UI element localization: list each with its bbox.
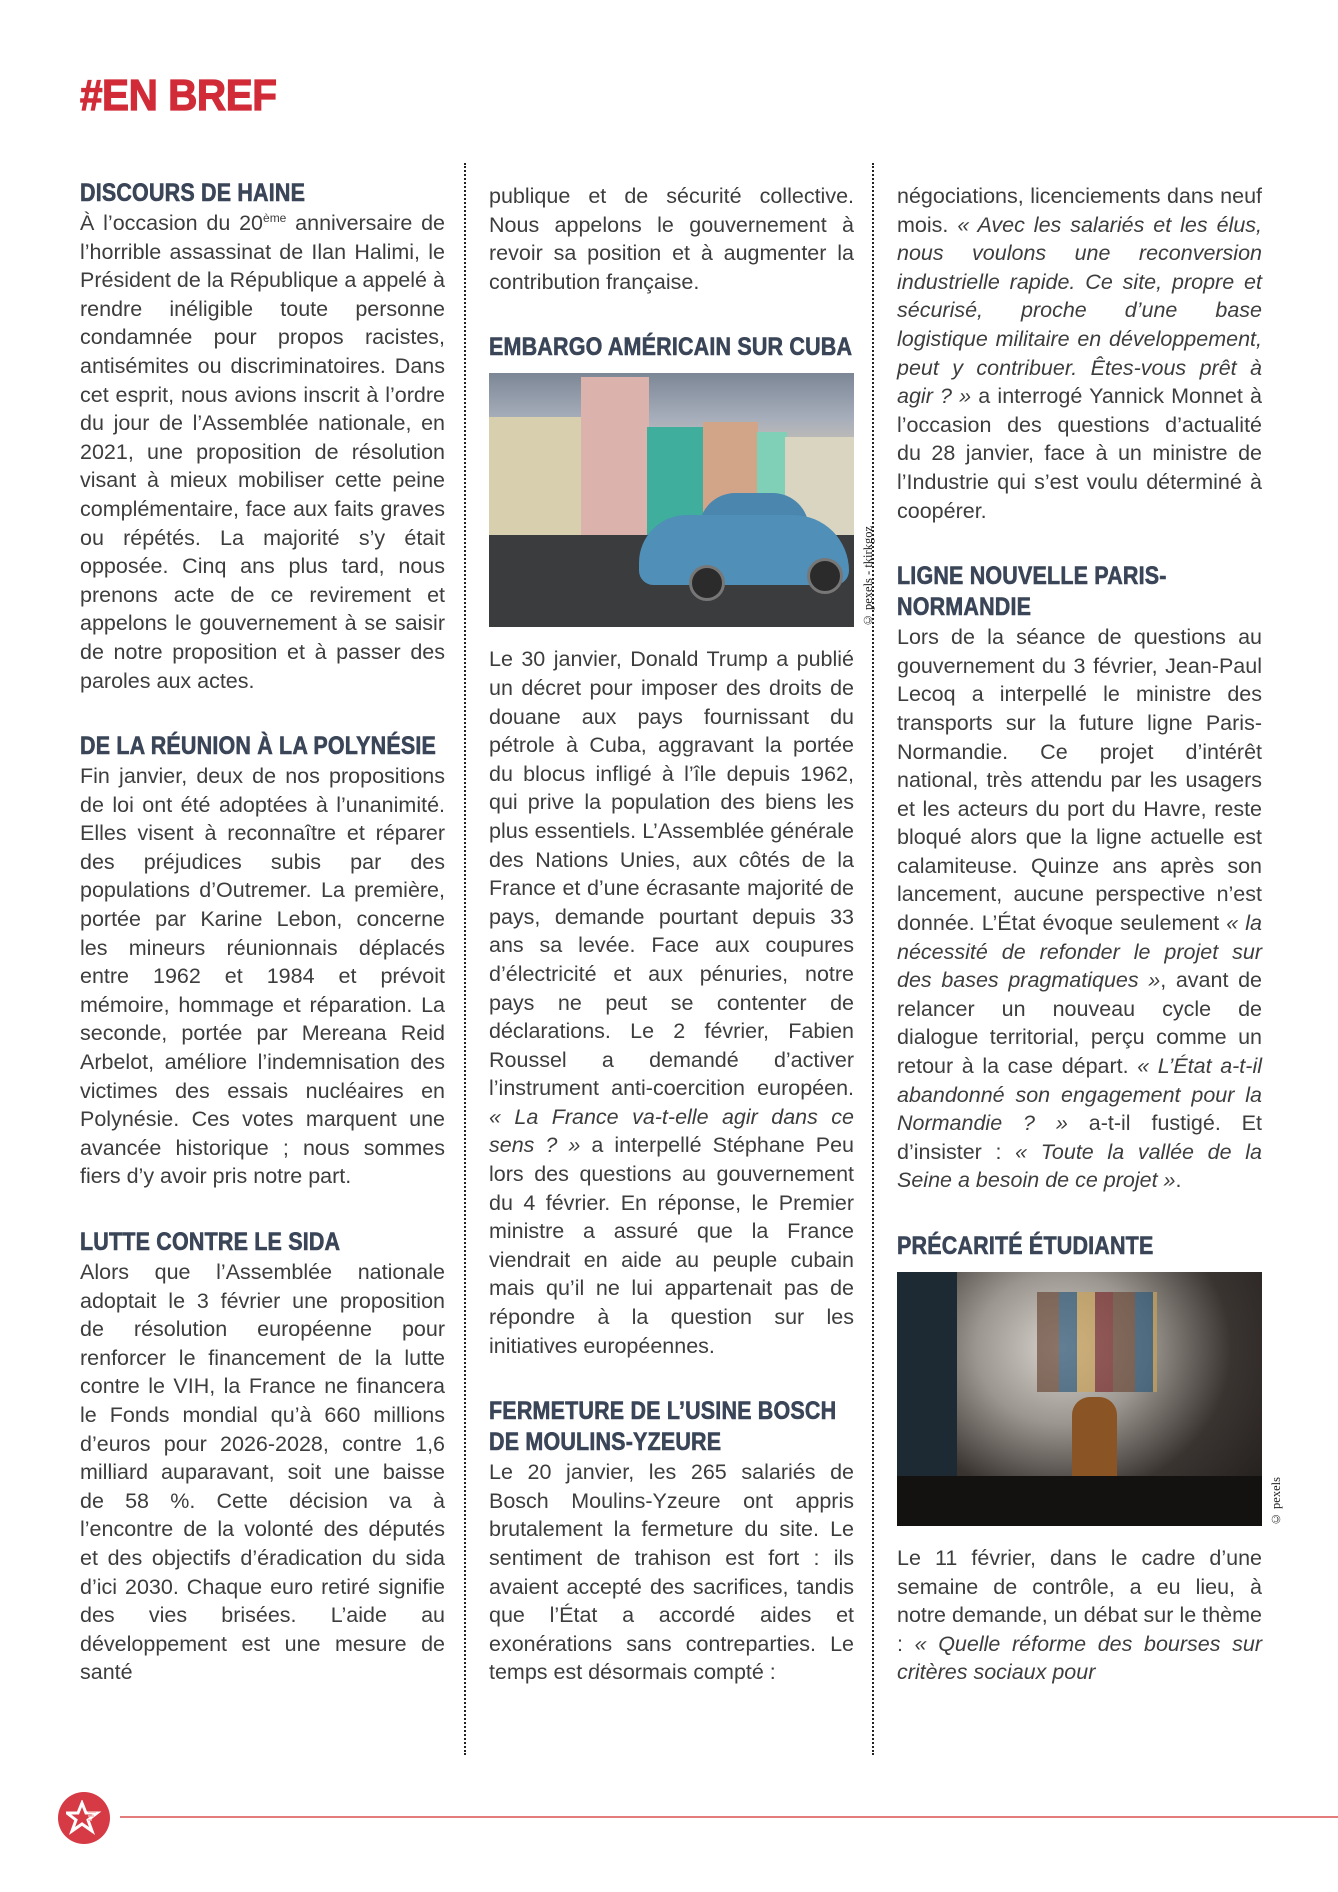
column-1	[80, 178, 445, 1687]
article-body: Fin janvier, deux de nos propositions de loi ont été adoptées à l’unanimité. Elles visent à reconnaître et réparer des préjudices subis par des populations d’Outremer. La première, portée par Karine Lebon, concerne les mineurs réunionnais déplacés entre 1962 et 1984 et prévoit mémoire, hommage et réparation. La seconde, portée par Mereana Reid Arbelot, améliore l’indemnisation des victimes des essais nucléaires en Polynésie. Ces votes marquent une avancée historique ; nous sommes fiers d’y avoir pris notre part.	[80, 764, 445, 1189]
photo-student-room	[897, 1272, 1262, 1526]
article-body-continued	[897, 182, 1262, 525]
article-body: Alors que l’Assemblée nationale adoptait le 3 février une proposition de résolution européenne pour renforcer le financement de la lutte contre le VIH, la France ne financera le Fonds mondial qu’à 660 millions d’euros pour 2026-2028, contre 1,6 milliard auparavant, soit une baisse de 58 %. Cette décision va à l’encontre de la volonté des députés et des objectifs d’éradication du sida d’ici 2030. Chaque euro retiré signifie des vies brisées. L’aide au développement est une mesure de santé	[80, 1260, 445, 1685]
article-body: Le 20 janvier, les 265 salariés de Bosch Moulins-Yzeure ont appris brutalement la fermeture du site. Le sentiment de trahison est fort : ils avaient accepté des sacrifices, tandis que l’État a accordé aides et exonérations sans contreparties. Le temps est désormais compté :	[489, 1460, 854, 1685]
column-3	[897, 182, 1283, 1687]
article-reunion-polynesie	[80, 731, 445, 1191]
photo-havana-street	[489, 373, 854, 627]
body-text-part: a-t-il fustigé. Et d’insister :	[897, 1111, 1262, 1164]
quote: « la nécessité de refonder le projet sur des bases pragmatiques »	[897, 911, 1262, 993]
article-body	[897, 1544, 1262, 1687]
photo-credit: © pexels	[1269, 1476, 1283, 1526]
article-lutte-sida	[80, 1227, 445, 1687]
photo-student-container	[897, 1272, 1283, 1526]
article-discours-de-haine	[80, 178, 445, 695]
article-body	[489, 645, 854, 1360]
section-heading: LUTTE CONTRE LE SIDA	[80, 1228, 341, 1256]
column-2	[489, 182, 875, 1687]
body-text-part: Le 30 janvier, Donald Trump a publié un décret pour imposer des droits de douane aux pays fournissant du pétrole à Cuba, aggravant la portée du blocus infligé à l’île depuis 1962, qui prive la population des biens les plus essentiels. L’Assemblée générale des Nations Unies, aux côtés de la France et d’une écrasante majorité de pays, demande pourtant depuis 33 ans sa levée. Face aux coupures d’électricité et aux pénuries, notre pays ne peut se contenter de déclarations. Le 2 février, Fabien Roussel a demandé d’activer l’instrument anti-coercition européen.	[489, 647, 854, 1101]
column-divider	[872, 163, 874, 1755]
section-heading: LIGNE NOUVELLE PARIS-NORMANDIE	[897, 562, 1167, 622]
body-text-part: a interrogé Yannick Monnet à l’occasion des questions d’actualité du 28 janvier, face à un ministre de l’Industrie qui s’est voulu déterminé à coopérer.	[897, 384, 1262, 523]
star-logo-icon	[58, 1792, 110, 1844]
section-heading: EMBARGO AMÉRICAIN SUR CUBA	[489, 333, 853, 362]
page-title: #EN BREF	[80, 71, 277, 120]
body-text-part: À l’occasion du 20	[80, 211, 264, 235]
body-text-part: Lors de la séance de questions au gouvernement du 3 février, Jean-Paul Lecoq a interpellé le ministre des transports sur la future ligne Paris-Normandie. Ce projet d’intérêt national, très attendu par les usagers et les acteurs du port du Havre, reste bloqué alors que la ligne actuelle est calamiteuse. Quinze ans après son lancement, aucune perspective n’est donnée. L’État évoque seulement	[897, 625, 1262, 936]
column-divider	[464, 163, 466, 1755]
article-body-continued: publique et de sécurité collective. Nous appelons le gouvernement à revoir sa position et à augmenter la contribution française.	[489, 184, 854, 294]
body-text-part: négociations, licenciements dans neuf mois.	[897, 184, 1262, 237]
section-heading: PRÉCARITÉ ÉTUDIANTE	[897, 1232, 1154, 1260]
section-heading: DISCOURS DE HAINE	[80, 179, 306, 207]
article-bosch	[489, 1396, 854, 1687]
photo-credit: © pexels - tkirkgoz	[861, 526, 875, 628]
quote: « Quelle réforme des bourses sur critères sociaux pour	[897, 1631, 1262, 1685]
body-text-part: Le 11 février, dans le cadre d’une semaine de contrôle, a eu lieu, à notre demande, un débat sur le thème :	[897, 1546, 1262, 1656]
section-heading: FERMETURE DE L’USINE BOSCH DE MOULINS-YZEURE	[489, 1397, 837, 1457]
superscript: ème	[263, 210, 287, 225]
photo-cuba-container	[489, 373, 875, 628]
quote: « L’État a-t-il abandonné son engagement pour la Normandie ? »	[897, 1054, 1262, 1136]
footer-rule	[120, 1816, 1338, 1818]
quote: « Avec les salariés et les élus, nous voulons une reconversion industrielle rapide. Ce site, propre et sécurisé, proche d’une base logistique militaire en développement, peut y contribuer. Êtes-vous prêt à agir ? »	[897, 212, 1263, 409]
section-heading: DE LA RÉUNION À LA POLYNÉSIE	[80, 732, 437, 761]
article-embargo-cuba	[489, 332, 875, 1360]
article-precarite-etudiante	[897, 1231, 1283, 1687]
article-body	[80, 209, 445, 695]
quote: « Toute la vallée de la Seine a besoin de ce projet »	[897, 1139, 1262, 1193]
body-text-part: , avant de relancer un nouveau cycle de dialogue territorial, perçu comme un retour à la case départ.	[897, 968, 1262, 1079]
body-text-part: a interpellé Stéphane Peu lors des questions au gouvernement du 4 février. En réponse, le Premier ministre a assuré que la France viendrait en aide au peuple cubain mais qu’il ne lui appartenait pas de répondre à la question sur les initiatives européennes.	[489, 1133, 854, 1358]
body-text-part: anniversaire de l’horrible assassinat de Ilan Halimi, le Président de la République a appelé à rendre inéligible toute personne condamnée pour propos racistes, antisémites ou discriminatoires. Dans cet esprit, nous avions inscrit à l’ordre du jour de l’Assemblée nationale, en 2021, une proposition de résolution visant à mieux mobiliser cette peine complémentaire, face aux faits graves ou répétés. La majorité s’y était opposée. Cinq ans plus tard, nous prenons acte de ce revirement et appelons le gouvernement à se saisir de notre proposition et à passer des paroles aux actes.	[80, 211, 446, 693]
article-body	[897, 623, 1262, 1195]
article-paris-normandie	[897, 561, 1262, 1195]
body-text-part: .	[1175, 1168, 1182, 1193]
quote: « La France va-t-elle agir dans ce sens ? »	[489, 1104, 854, 1158]
